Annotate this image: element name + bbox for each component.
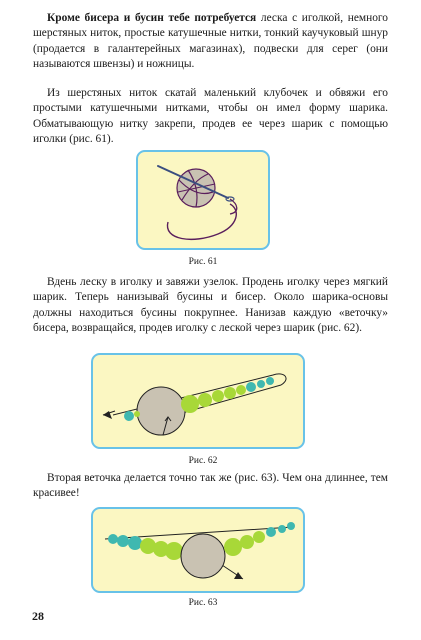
figure-62-caption: Рис. 62	[188, 456, 218, 466]
arrow-down-icon	[234, 572, 243, 579]
figure-62	[91, 353, 305, 449]
figure-63-illustration	[93, 509, 303, 591]
paragraph-materials-lead: Кроме бисера и бусин тебе потребуется	[47, 12, 257, 24]
figure-62-illustration	[93, 355, 303, 447]
figure-63	[91, 507, 305, 593]
figure-61	[136, 150, 270, 250]
thread-loop	[167, 204, 236, 239]
figure-61-illustration	[138, 152, 268, 248]
base-ball	[137, 387, 185, 435]
paragraph-ball: Из шерстяных ниток скатай маленький клубочек и обвяжи его простыми катушечными нитками, чтобы он имел форму шарика. Обматывающую нитку закрепи, продев ее через шарик с помощью иголки (рис. 61).	[33, 87, 388, 146]
paragraph-materials-body: леска с иголкой, немного шерстяных ниток, простые катушечные нитки, тонкий каучуковый шнур (продается в галантерейных магазинах), подвески для серег (они называются швензы) и ножницы.	[33, 12, 389, 71]
paragraph-threading: Вдень леску в иголку и завяжи узелок. Продень иголку через мягкий шарик. Теперь нанизывай бусины и бисер. Около шарика-основы должны находиться бусины покрупнее. Нанизав каждую «веточку» бисера, возвращайся, продев иголку с леской через шарик (рис. 62).	[33, 276, 388, 335]
paragraph-second-branch: Вторая веточка делается точно так же (рис. 63). Чем она длиннее, тем красивее!	[33, 472, 388, 500]
figure-63-caption: Рис. 63	[188, 598, 218, 608]
base-ball	[181, 534, 225, 578]
paragraph-materials	[33, 11, 388, 73]
page-number: 28	[32, 609, 44, 623]
figure-61-caption: Рис. 61	[188, 257, 218, 267]
